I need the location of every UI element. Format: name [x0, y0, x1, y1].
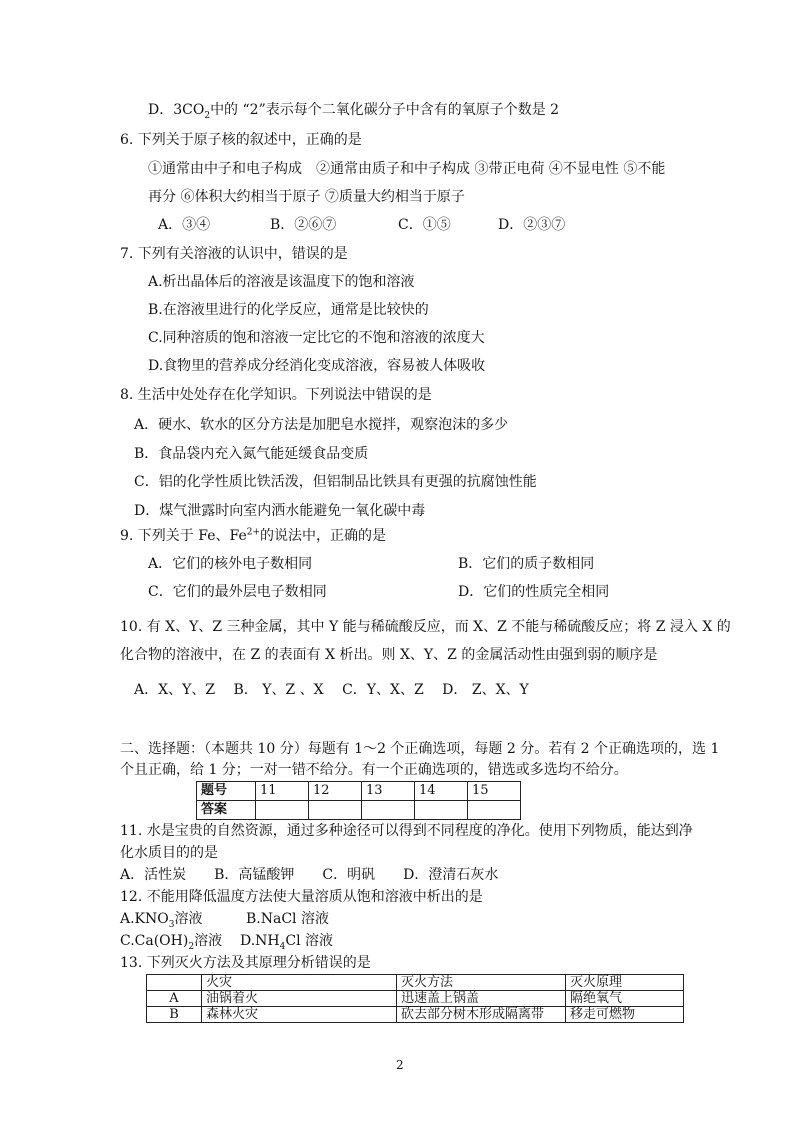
- q6-option-b: B．②⑥⑦: [270, 217, 337, 233]
- fire-type: 森林火灾: [202, 1007, 397, 1023]
- q9-option-b: B．它们的质子数相同: [458, 556, 595, 572]
- answer-cell[interactable]: [468, 801, 521, 820]
- fire-table-header: 灭火原理: [566, 975, 684, 991]
- page-number: 2: [396, 1058, 404, 1072]
- q10-line2: 化合物的溶液中，在 Z 的表面有 X 析出。则 X、Y、Z 的金属活动性由强到弱的顺序是: [120, 647, 658, 663]
- q6-option-c: C．①⑤: [398, 217, 451, 233]
- answer-cell[interactable]: [309, 801, 362, 820]
- answer-table-row-label: 答案: [197, 801, 256, 820]
- fire-table: [146, 974, 684, 1023]
- q6-items-line1: ①通常由中子和电子构成 ②通常由质子和中子构成 ③带正电荷 ④不显电性 ⑤不能: [148, 161, 666, 177]
- answer-cell[interactable]: [256, 801, 309, 820]
- fire-principle: 移走可燃物: [566, 1007, 684, 1023]
- q11-line1: 11. 水是宝贵的自然资源，通过多种途径可以得到不同程度的净化。使用下列物质，能达到净: [120, 823, 693, 839]
- answer-table-answer-row: [197, 801, 521, 820]
- q7-option-b: B.在溶液里进行的化学反应，通常是比较快的: [148, 302, 429, 318]
- q7-option-d: D.食物里的营养成分经消化变成溶液，容易被人体吸收: [148, 358, 486, 374]
- answer-table-header: 13: [362, 782, 415, 801]
- q5-option-d: D．$3CO_2$中的 “2”表示每个二氧化碳分子中含有的氧原子个数是 2: [148, 102, 560, 121]
- section2-line1: 二、选择题：（本题共 10 分）每题有 1～2 个正确选项，每题 2 分。若有 2 个正确选项的，选 1: [120, 741, 720, 757]
- q8-stem: 8. 生活中处处存在化学知识。下列说法中错误的是: [120, 387, 432, 403]
- fire-table-row: [147, 1007, 684, 1023]
- q11-line2: 化水质目的的是: [120, 845, 218, 861]
- q13-stem: 13. 下列灭火方法及其原理分析错误的是: [120, 955, 371, 971]
- answer-table: [196, 781, 521, 820]
- q6-option-d: D．②③⑦: [498, 217, 566, 233]
- q12-option-b: B.NaCl 溶液: [246, 911, 329, 927]
- fire-table-header: 灭火方法: [397, 975, 566, 991]
- q8-option-b: B．食品袋内充入氮气能延缓食品变质: [134, 446, 369, 462]
- fire-method: 砍去部分树木形成隔离带: [397, 1007, 566, 1023]
- q6-stem: 6. 下列关于原子核的叙述中，正确的是: [120, 132, 362, 148]
- answer-table-header: 12: [309, 782, 362, 801]
- q10-line1: 10. 有 X、Y、Z 三种金属，其中 Y 能与稀硫酸反应，而 X、Z 不能与稀硫酸反应；将 Z 浸入 X 的: [120, 619, 731, 635]
- fire-principle: 隔绝氧气: [566, 991, 684, 1007]
- fire-method: 迅速盖上锅盖: [397, 991, 566, 1007]
- fire-table-row: [147, 991, 684, 1007]
- q12-option-a: $A.KNO_3$溶液: [120, 911, 203, 930]
- q9-option-a: A．它们的核外电子数相同: [148, 556, 313, 572]
- answer-table-header: 14: [415, 782, 468, 801]
- q12-option-d: $D.NH_4Cl$ 溶液: [240, 933, 334, 952]
- q6-items-line2: 再分 ⑥体积大约相当于原子 ⑦质量大约相当于原子: [148, 189, 465, 205]
- fire-option-label: A: [147, 991, 202, 1007]
- answer-cell[interactable]: [415, 801, 468, 820]
- q10-options: A．X、Y、Z B． Y、Z 、X C．Y、X、Z D． Z、X、Y: [134, 682, 529, 698]
- fire-type: 油锅着火: [202, 991, 397, 1007]
- q7-option-c: C.同种溶质的饱和溶液一定比它的不饱和溶液的浓度大: [148, 330, 485, 346]
- fire-table-header: [147, 975, 202, 991]
- q8-option-d: D．煤气泄露时向室内洒水能避免一氧化碳中毒: [134, 503, 426, 519]
- section2-line2: 个且正确，给 1 分；一对一错不给分。有一个正确选项的，错选或多选均不给分。: [120, 762, 628, 778]
- q11-options: A．活性炭 B．高锰酸钾 C．明矾 D．澄清石灰水: [120, 867, 499, 883]
- fire-option-label: B: [147, 1007, 202, 1023]
- q6-option-a: A．③④: [158, 217, 211, 233]
- answer-table-header: 15: [468, 782, 521, 801]
- q8-option-c: C．铝的化学性质比铁活泼，但铝制品比铁具有更强的抗腐蚀性能: [134, 474, 537, 490]
- answer-table-header: 11: [256, 782, 309, 801]
- q9-option-d: D．它们的性质完全相同: [458, 584, 610, 600]
- q12-stem: 12. 不能用降低温度方法使大量溶质从饱和溶液中析出的是: [120, 889, 483, 905]
- fire-table-header-row: [147, 975, 684, 991]
- fire-table-header: 火灾: [202, 975, 397, 991]
- q8-option-a: A．硬水、软水的区分方法是加肥皂水搅拌，观察泡沫的多少: [134, 417, 509, 433]
- q9-stem: 9. 下列关于 Fe、$Fe^{2+}$的说法中，正确的是: [120, 527, 387, 544]
- answer-table-header: 题号: [197, 782, 256, 801]
- q7-option-a: A.析出晶体后的溶液是该温度下的饱和溶液: [148, 274, 415, 290]
- answer-table-header-row: [197, 782, 521, 801]
- q12-option-c: $C.Ca(OH)_2$溶液: [120, 933, 223, 952]
- answer-cell[interactable]: [362, 801, 415, 820]
- q7-stem: 7. 下列有关溶液的认识中，错误的是: [120, 246, 348, 262]
- q9-option-c: C．它们的最外层电子数相同: [148, 584, 327, 600]
